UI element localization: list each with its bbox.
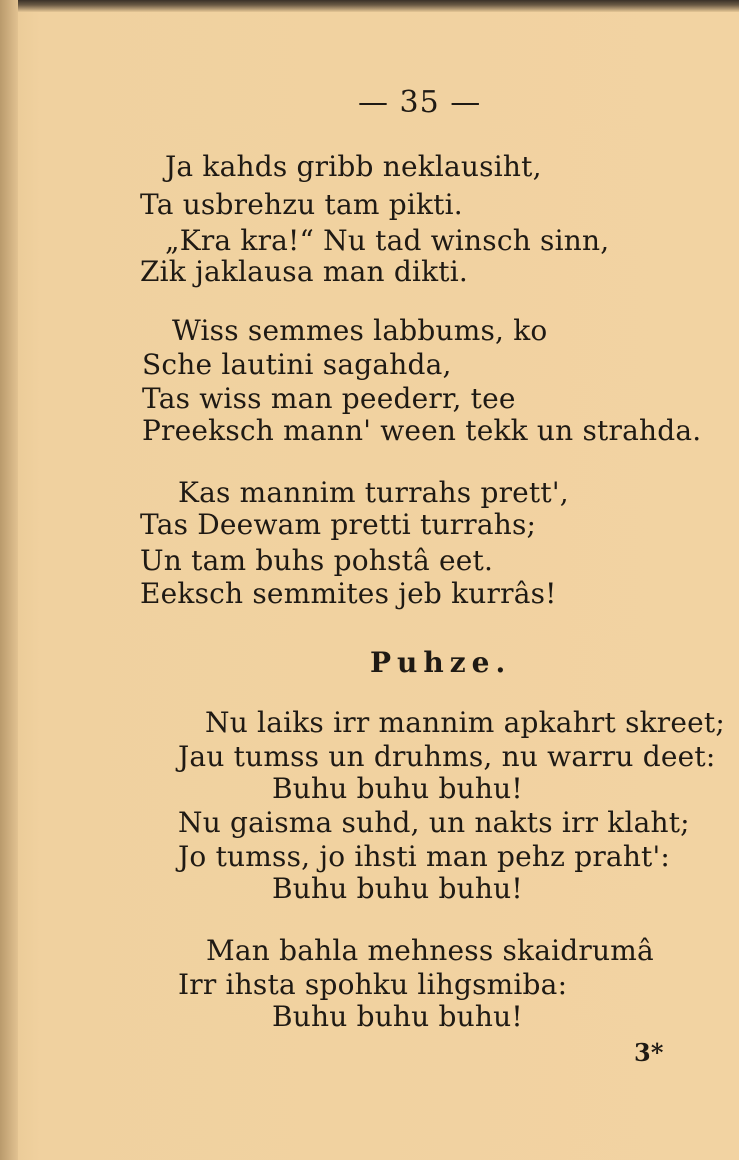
verse-line: Nu gaisma suhd, un nakts irr klaht; xyxy=(178,806,690,839)
verse-line: Tas wiss man peederr, tee xyxy=(142,382,516,415)
verse-line: Un tam buhs pohstâ eet. xyxy=(140,544,494,577)
verse-line: Buhu buhu buhu! xyxy=(272,772,523,805)
verse-line: Ja kahds gribb neklausiht, xyxy=(165,150,542,183)
verse-line: Tas Deewam pretti turrahs; xyxy=(140,508,537,541)
verse-line: Buhu buhu buhu! xyxy=(272,1000,523,1033)
verse-line: Wiss semmes labbums, ko xyxy=(172,314,548,347)
verse-line: Man bahla mehness skaidrumâ xyxy=(206,934,654,967)
verse-line: Preeksch mann' ween tekk un strahda. xyxy=(142,414,702,447)
verse-line: Eeksch semmites jeb kurrâs! xyxy=(140,577,557,610)
signature-mark: 3* xyxy=(634,1038,664,1067)
verse-line: Sche lautini sagahda, xyxy=(142,348,452,381)
page-number: — 35 — xyxy=(358,85,482,120)
section-title: Puhze. xyxy=(370,646,512,679)
verse-line: Jo tumss, jo ihsti man pehz praht': xyxy=(178,840,671,873)
verse-line: Zik jaklausa man dikti. xyxy=(140,255,468,288)
verse-line: Ta usbrehzu tam pikti. xyxy=(140,188,463,221)
verse-line: Kas mannim turrahs prett', xyxy=(178,476,569,509)
verse-line: Buhu buhu buhu! xyxy=(272,872,523,905)
verse-line: Nu laiks irr mannim apkahrt skreet; xyxy=(205,706,726,739)
verse-line: Jau tumss un druhms, nu warru deet: xyxy=(178,740,716,773)
verse-line: Irr ihsta spohku lihgsmiba: xyxy=(178,968,568,1001)
verse-line: „Kra kra!“ Nu tad winsch sinn, xyxy=(165,224,610,257)
